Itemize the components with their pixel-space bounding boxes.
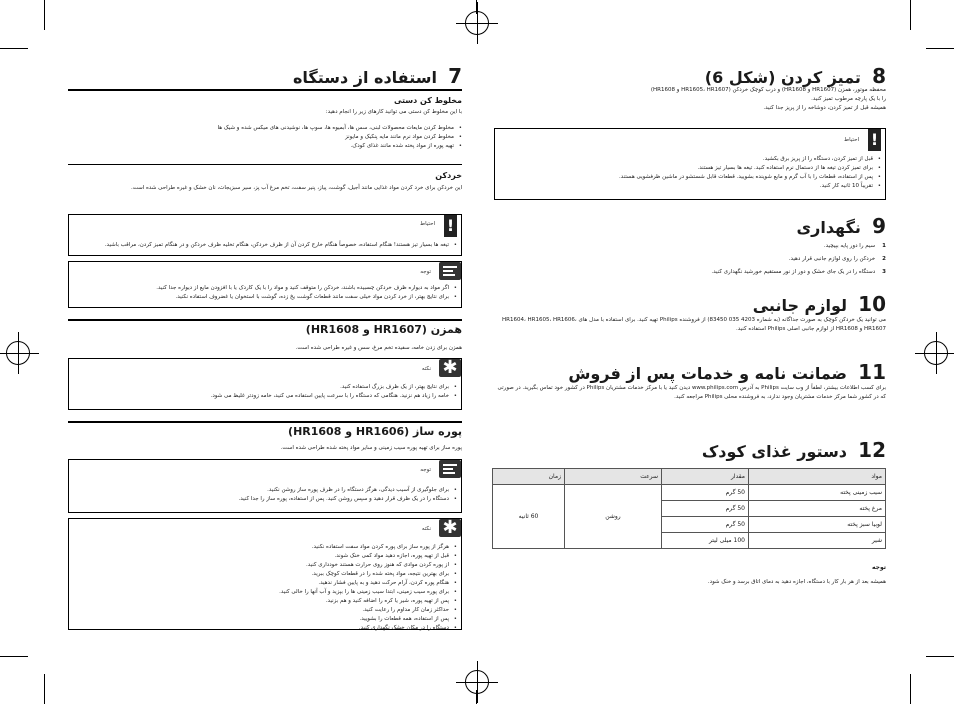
masher-text: پوره ساز برای تهیه پوره سیب زمینی و سایر مواد پخته شده طراحی شده است.: [280, 445, 462, 451]
list-item: 3 دستگاه را در یک جای خشک و دور از نور مستقیم خورشید نگهداری کنید.: [711, 269, 886, 275]
whisk-text: همزن برای زدن خامه، سفیده تخم مرغ، سس و غیره طراحی شده است.: [295, 345, 462, 351]
caution-label: احتیاط: [843, 137, 859, 143]
table-header: سرعت: [565, 469, 662, 485]
list-item: • خامه را زیاد هم نزنید. هنگامی که دستگاه را با سرعت پایین استفاده می کنید، خامه زودتر غلیظ می شود.: [75, 392, 457, 401]
list-item: • هنگام پوره کردن، آرام حرکت دهید و به پایین فشار ندهید.: [75, 579, 457, 588]
table-header-row: [493, 469, 886, 485]
registration-mark: [465, 11, 489, 35]
crop-mark: [926, 48, 954, 49]
table-cell: شیر: [749, 533, 886, 549]
list-item: • تیغه ها بسیار تیز هستند! هنگام استفاده، خصوصاً هنگام خارج کردن آن از ظرف خردکن، هنگام تخلیه ظرف خردکن و در هنگام تمیز کردن، مراقب باشید.: [75, 241, 457, 250]
caution-box: [68, 214, 462, 256]
list-item: • پس از استفاده، همه قطعات را بشویید.: [75, 615, 457, 624]
section-10-heading: 10 لوازم جانبی: [752, 292, 886, 316]
chopper-subheading: خردکن: [435, 171, 462, 180]
note-label: توجه: [872, 564, 886, 571]
table-cell: مرغ پخته: [749, 501, 886, 517]
crop-mark: [910, 0, 911, 30]
list-item: 1 سیم را دور پایه بپیچید.: [823, 243, 886, 249]
list-item: • پس از استفاده، قطعات را با آب گرم و مایع شوینده بشویید. قطعات قابل شستشو در ماشین ظرفشویی هستند.: [501, 173, 881, 182]
masher-heading: پوره ساز (HR1606 و HR1608): [288, 425, 462, 438]
asterisk-icon: ✱: [439, 519, 461, 537]
storage-list: [494, 240, 886, 279]
tip-label: نکته: [421, 366, 431, 372]
table-cell: 100 میلی لیتر: [662, 533, 749, 549]
accessories-text: می توانید یک خردکن کوچک به صورت جداگانه (به شماره 4203 035 83450) از فروشنده Philips تهیه کنید. برای استفاده با مدل های HR1604، HR1605، HR1606، HR1607 و HR1608 از لوازم جانبی اصلی Philips استفاده کنید.: [502, 317, 886, 332]
section-11-heading: 11 ضمانت نامه و خدمات پس از فروش: [568, 360, 886, 384]
section-rule: [68, 421, 462, 423]
section-rule: [68, 319, 462, 321]
warranty-text: برای کسب اطلاعات بیشتر، لطفاً از وب سایت Philips به آدرس www.philips.com دیدن کنید یا با مرکز خدمات مشتریان Philips در کشور خود تماس بگیرید. در صورتی که در کشور شما مرکز خدمات مشتریان وجود ندارد، به فروشنده محلی Philips مراجعه کنید.: [497, 385, 886, 400]
list-item: • مخلوط کردن مواد نرم مانند مایه پنکیک و مایونز: [68, 133, 462, 142]
note-icon: [439, 262, 461, 280]
section-9-heading: 9 نگهداری: [796, 214, 886, 238]
tip-box: [68, 358, 462, 410]
final-note: همیشه بعد از هر بار کار با دستگاه، اجازه دهید به دمای اتاق برسد و خنک شود.: [707, 579, 886, 585]
note-label: توجه: [420, 467, 431, 473]
crop-mark: [0, 656, 28, 657]
warning-icon: !: [868, 129, 881, 151]
blender-intro: با این مخلوط کن دستی می توانید کارهای زیر را انجام دهید:: [325, 109, 462, 115]
blender-subheading: مخلوط کن دستی: [393, 96, 462, 105]
caution-box: [494, 128, 886, 200]
list-item: • برای نتایج بهتر، از خرد کردن مواد خیلی سفت مانند قطعات گوشت یخ زده، گوشت با استخوان یا غضروف استفاده نکنید.: [75, 293, 457, 302]
cleaning-text: محفظه موتور، همزن (HR1607 و HR1608) و درب کوچک خردکن (HR1605، HR1607 و HR1608) را با یک پارچه مرطوب تمیز کنید. همیشه قبل از تمیز کردن، دوشاخه را از پریز جدا کنید.: [650, 87, 886, 111]
note-icon: [439, 460, 461, 478]
list-item: • تقریباً 10 ثانیه کار کنید.: [501, 182, 881, 191]
list-item: • برای تمیز کردن تیغه ها از دستمال نرم استفاده کنید. تیغه ها بسیار تیز هستند.: [501, 164, 881, 173]
list-item: • از پوره کردن موادی که هنوز روی حرارت هستند خودداری کنید.: [75, 561, 457, 570]
asterisk-icon: ✱: [439, 359, 461, 377]
tip-label: نکته: [421, 526, 431, 532]
table-header: زمان: [493, 469, 565, 485]
list-item: • دستگاه را در یک ظرف قرار دهید و سپس روشن کنید. پس از استفاده، پوره ساز را جدا کنید.: [75, 495, 457, 504]
crop-mark: [0, 48, 28, 49]
list-item: • برای نتایج بهتر، از یک ظرف بزرگ استفاده کنید.: [75, 383, 457, 392]
recipe-table: [492, 468, 886, 549]
crop-mark: [44, 0, 45, 30]
chopper-text: این خردکن برای خرد کردن مواد غذایی مانند آجیل، گوشت، پیاز، پنیر سفت، تخم مرغ آب پز، سیر سبزیجات، نان خشک و غیره طراحی شده است.: [131, 185, 462, 191]
table-cell: 50 گرم: [662, 485, 749, 501]
note-label: توجه: [420, 269, 431, 275]
crop-mark: [926, 656, 954, 657]
table-cell: روشن: [565, 485, 662, 549]
table-cell: 60 ثانیه: [493, 485, 565, 549]
list-item: 2 خردکن را روی لوازم جانبی قرار دهید.: [788, 256, 886, 262]
crop-mark: [44, 674, 45, 704]
table-row: [493, 485, 886, 501]
list-item: • پس از تهیه پوره، شیر یا کره را اضافه کنید و هم بزنید.: [75, 597, 457, 606]
list-item: • تهیه پوره از مواد پخته شده مانند غذای کودک.: [68, 142, 462, 151]
registration-mark: [465, 670, 489, 694]
list-item: • قبل از تمیز کردن، دستگاه را از پریز برق بکشید.: [501, 155, 881, 164]
caution-label: احتیاط: [419, 221, 435, 227]
section-7-heading: 7 استفاده از دستگاه: [292, 64, 462, 88]
table-header: مقدار: [662, 469, 749, 485]
table-cell: لوبیا سبز پخته: [749, 517, 886, 533]
list-item: • اگر مواد به دیواره ظرف خردکن چسبیده باشند، خردکن را متوقف کنید و مواد را با یک کاردک یا با افزودن مایع از دیواره جدا کنید.: [75, 284, 457, 293]
note-box: [68, 459, 462, 513]
section-12-heading: 12 دستور غذای کودک: [701, 438, 886, 462]
list-item: • برای پوره سیب زمینی، ابتدا سیب زمینی ها را بپزید و آب آنها را خالی کنید.: [75, 588, 457, 597]
registration-mark: [6, 341, 30, 365]
list-item: • دستگاه را در مکان خشک نگهداری کنید.: [75, 624, 457, 633]
section-rule: [68, 89, 462, 91]
list-item: • برای جلوگیری از آسیب دیدگی، هرگز دستگاه را در ظرف پوره ساز روشن نکنید.: [75, 486, 457, 495]
list-item: • برای بهترین نتیجه، مواد پخته شده را در قطعات کوچک ببرید.: [75, 570, 457, 579]
list-item: • حداکثر زمان کار مداوم را رعایت کنید.: [75, 606, 457, 615]
list-item: • قبل از تهیه پوره، اجازه دهید مواد کمی خنک شوند.: [75, 552, 457, 561]
tip-box: [68, 518, 462, 630]
table-cell: 50 گرم: [662, 501, 749, 517]
table-header: مواد: [749, 469, 886, 485]
table-cell: سیب زمینی پخته: [749, 485, 886, 501]
list-item: • مخلوط کردن مایعات محصولات لبنی، سس ها، آبمیوه ها، سوپ ها، نوشیدنی های میکس شده و شیک ها: [68, 124, 462, 133]
crop-mark: [910, 674, 911, 704]
warning-icon: !: [444, 215, 457, 237]
note-box: [68, 261, 462, 308]
section-8-heading: 8 تمیز کردن (شکل 6): [704, 64, 886, 88]
list-item: • هرگز از پوره ساز برای پوره کردن مواد سفت استفاده نکنید.: [75, 543, 457, 552]
registration-mark: [924, 341, 948, 365]
divider: [68, 164, 462, 165]
blender-list: [68, 124, 462, 151]
table-cell: 50 گرم: [662, 517, 749, 533]
whisk-heading: همزن (HR1607 و HR1608): [305, 323, 462, 336]
